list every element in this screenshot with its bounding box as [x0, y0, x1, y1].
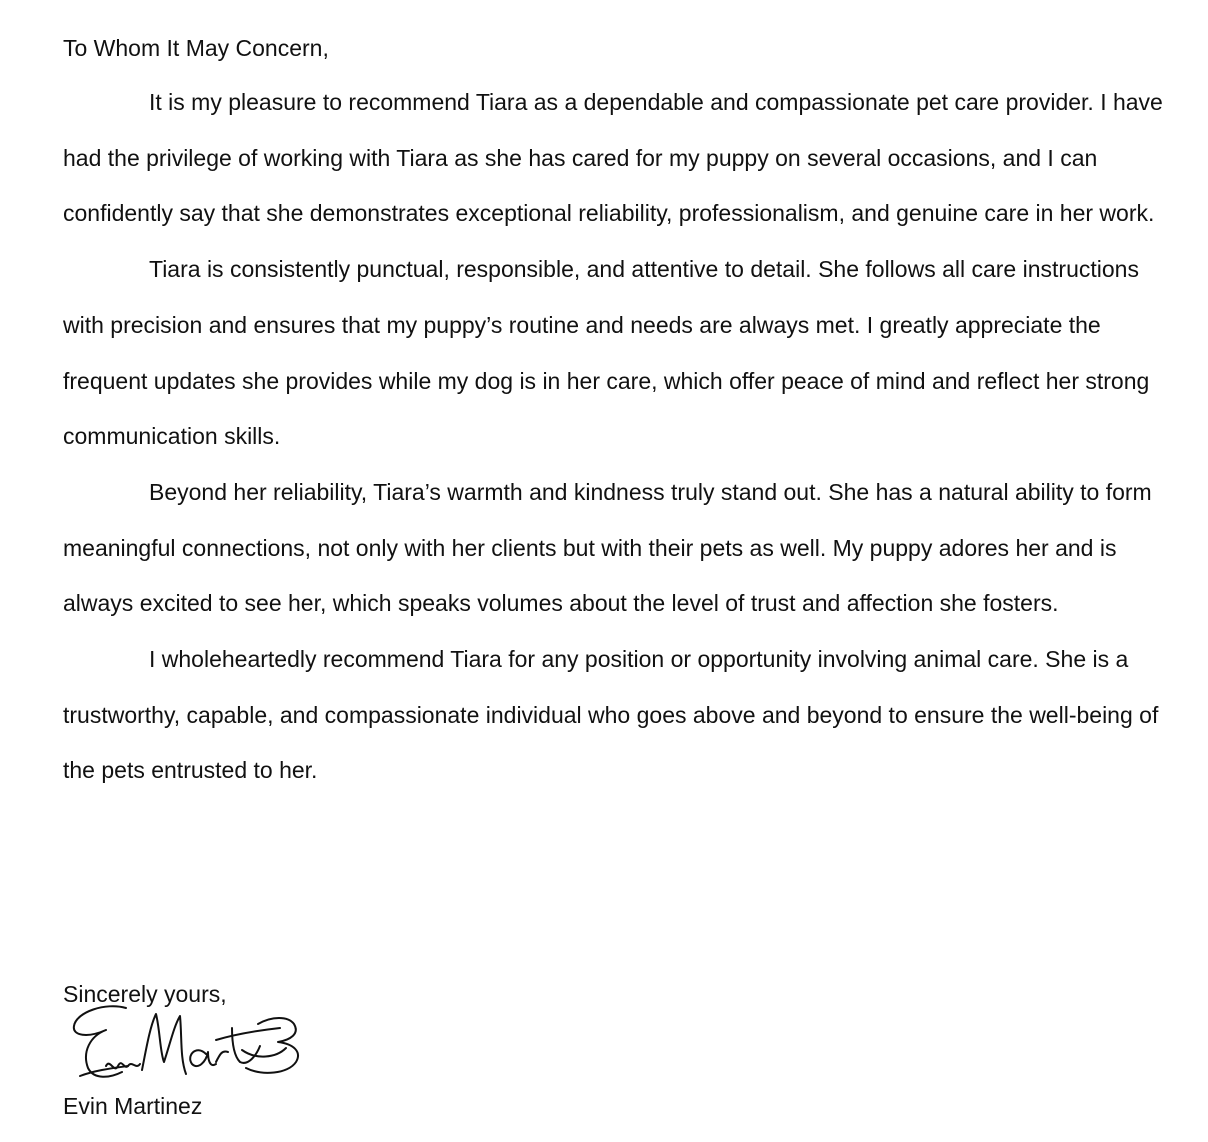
paragraph-3: Beyond her reliability, Tiara’s warmth and kindness truly stand out. She has a natural ability to form meaningful connections, not only with her clients but with their pets as well. My puppy adores her and is always excited to see her, which speaks volumes about the level of trust and affection she fosters.	[63, 478, 1152, 617]
handwritten-signature	[66, 1000, 306, 1100]
salutation: To Whom It May Concern,	[63, 35, 329, 61]
paragraph-1: It is my pleasure to recommend Tiara as a dependable and compassionate pet care provider. I have had the privilege of working with Tiara as she has cared for my puppy on several occasions, and I can confidently say that she demonstrates exceptional reliability, professionalism, and genuine care in her work.	[63, 89, 1163, 227]
paragraph-2: Tiara is consistently punctual, responsible, and attentive to detail. She follows all care instructions with precision and ensures that my puppy’s routine and needs are always met. I greatly appreciate the frequent updates she provides while my dog is in her care, which offer peace of mind and reflect her strong communication skills.	[63, 256, 1150, 450]
paragraph-4: I wholeheartedly recommend Tiara for any position or opportunity involving animal care. She is a trustworthy, capable, and compassionate individual who goes above and beyond to ensure the well-being of the pets entrusted to her.	[63, 646, 1159, 784]
signer-name: Evin Martinez	[63, 1093, 203, 1119]
letter-body	[63, 30, 1173, 799]
closing: Sincerely yours,	[63, 981, 227, 1007]
